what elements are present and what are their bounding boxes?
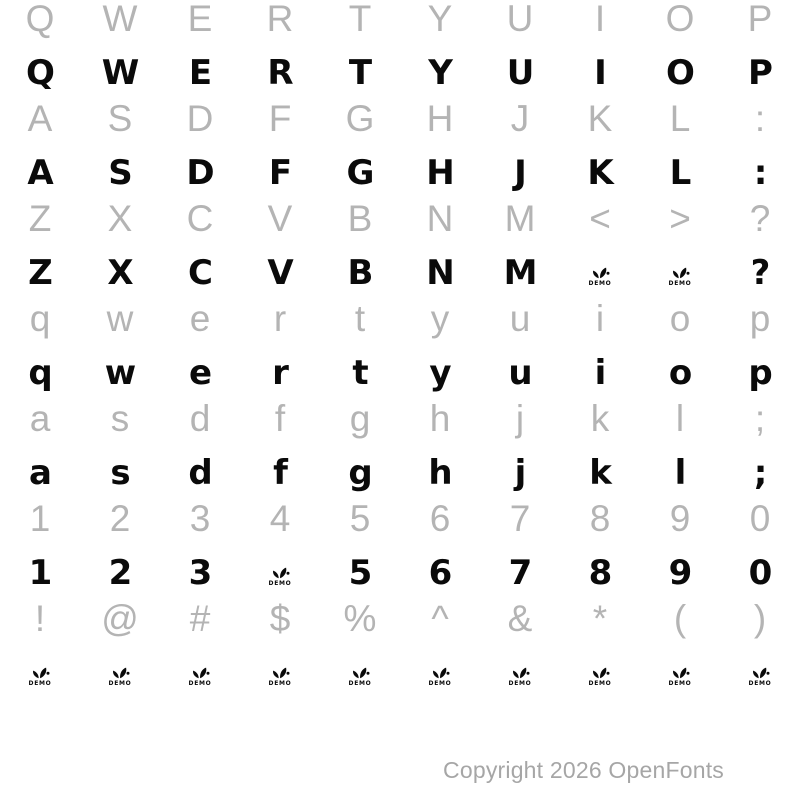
demo-placeholder [189, 665, 212, 687]
glyph: j [514, 453, 526, 493]
glyph-cell [640, 389, 720, 449]
glyph: W [101, 53, 139, 93]
glyph: N [426, 253, 454, 293]
glyph: H [426, 153, 454, 193]
glyph: i [594, 353, 606, 393]
glyph-cell [400, 189, 480, 249]
glyph: e [189, 298, 211, 339]
glyph: A [27, 153, 53, 193]
glyph: j [515, 398, 525, 439]
glyph-cell [720, 89, 800, 149]
glyph-cell [320, 0, 400, 49]
glyph: k [589, 453, 611, 493]
glyph: a [29, 453, 51, 493]
glyph-cell [320, 189, 400, 249]
glyph-cell [240, 289, 320, 349]
glyph: U [506, 53, 534, 93]
glyph: w [106, 298, 134, 339]
glyph: s [110, 453, 130, 493]
glyph: Y [427, 0, 453, 39]
glyph: R [266, 0, 294, 39]
glyph-cell [80, 643, 160, 703]
glyph-row-reference-1 [0, 89, 800, 149]
glyph-row-reference-4 [0, 389, 800, 449]
glyph-cell [720, 0, 800, 49]
glyph: ( [673, 598, 687, 639]
demo-placeholder-label: DEMO [588, 279, 612, 287]
glyph-cell [320, 289, 400, 349]
glyph: p [749, 298, 771, 339]
glyph: R [267, 53, 293, 93]
glyph-cell [160, 189, 240, 249]
copyright-text: Copyright 2026 OpenFonts [443, 757, 724, 783]
glyph: t [352, 353, 368, 393]
glyph-cell [640, 589, 720, 649]
glyph: N [426, 198, 454, 239]
glyph: F [268, 98, 292, 139]
glyph: 3 [188, 553, 212, 593]
glyph-cell [160, 589, 240, 649]
glyph: ) [753, 598, 767, 639]
glyph-cell [80, 589, 160, 649]
glyph: V [267, 253, 293, 293]
glyph: 5 [349, 498, 371, 539]
demo-placeholder-label: DEMO [188, 679, 212, 687]
glyph: h [428, 453, 452, 493]
glyph: C [188, 253, 212, 293]
glyph: H [426, 98, 454, 139]
glyph-cell [560, 589, 640, 649]
demo-placeholder-label: DEMO [428, 679, 452, 687]
glyph-row-demo-6 [0, 643, 800, 703]
glyph: ! [34, 598, 46, 639]
glyph-cell [80, 389, 160, 449]
demo-placeholder-label: DEMO [348, 679, 372, 687]
splat-icon [429, 665, 450, 679]
glyph: q [28, 353, 52, 393]
glyph: : [753, 153, 767, 193]
glyph-cell [720, 189, 800, 249]
glyph-cell [640, 489, 720, 549]
glyph: t [354, 298, 366, 339]
glyph-cell [80, 489, 160, 549]
glyph: l [675, 398, 685, 439]
glyph-cell [0, 589, 80, 649]
splat-icon [29, 665, 50, 679]
glyph: 8 [588, 553, 612, 593]
demo-placeholder [29, 665, 52, 687]
splat-icon [269, 665, 290, 679]
glyph-cell [560, 0, 640, 49]
glyph: L [669, 98, 691, 139]
glyph-cell [400, 643, 480, 703]
glyph: J [514, 153, 526, 193]
glyph: y [429, 353, 451, 393]
glyph: k [590, 398, 610, 439]
glyph: f [273, 453, 287, 493]
demo-placeholder [109, 665, 132, 687]
glyph: E [187, 0, 213, 39]
glyph: % [343, 598, 377, 639]
demo-placeholder-label: DEMO [668, 679, 692, 687]
glyph-cell [720, 643, 800, 703]
glyph-cell [320, 89, 400, 149]
glyph: F [268, 153, 292, 193]
glyph-cell [400, 589, 480, 649]
glyph: 7 [509, 498, 531, 539]
demo-placeholder [509, 665, 532, 687]
glyph-cell [320, 489, 400, 549]
glyph: T [348, 53, 372, 93]
glyph: K [587, 153, 613, 193]
glyph-cell [400, 389, 480, 449]
glyph-cell [640, 643, 720, 703]
glyph-cell [240, 589, 320, 649]
glyph-cell [240, 389, 320, 449]
glyph: Y [428, 53, 452, 93]
glyph: I [594, 0, 606, 39]
glyph: r [272, 353, 288, 393]
glyph: P [748, 53, 772, 93]
glyph: d [189, 398, 211, 439]
glyph-cell [560, 289, 640, 349]
glyph: 3 [189, 498, 211, 539]
glyph-cell [320, 389, 400, 449]
glyph-cell [720, 389, 800, 449]
glyph: * [592, 598, 608, 639]
glyph-cell [0, 643, 80, 703]
glyph-cell [480, 389, 560, 449]
demo-placeholder-label: DEMO [108, 679, 132, 687]
glyph-cell [560, 389, 640, 449]
glyph: h [429, 398, 451, 439]
glyph: G [346, 153, 374, 193]
splat-icon [509, 665, 530, 679]
glyph-cell [80, 189, 160, 249]
glyph: o [669, 298, 691, 339]
glyph: # [189, 598, 211, 639]
glyph: > [669, 198, 691, 239]
glyph-cell [400, 489, 480, 549]
glyph: w [104, 353, 136, 393]
glyph: X [107, 198, 133, 239]
glyph: 6 [428, 553, 452, 593]
demo-placeholder-label: DEMO [268, 579, 292, 587]
glyph: 1 [29, 498, 51, 539]
glyph: ^ [431, 598, 449, 639]
glyph-cell [0, 489, 80, 549]
glyph: S [108, 153, 132, 193]
glyph: D [186, 98, 214, 139]
glyph: d [188, 453, 212, 493]
glyph-cell [240, 0, 320, 49]
glyph: 8 [589, 498, 611, 539]
glyph-row-reference-2 [0, 189, 800, 249]
glyph-cell [560, 643, 640, 703]
glyph-cell [640, 189, 720, 249]
glyph: g [348, 453, 372, 493]
demo-placeholder [669, 665, 692, 687]
glyph: W [102, 0, 138, 39]
glyph: O [665, 0, 695, 39]
glyph-cell [0, 89, 80, 149]
glyph-cell [160, 0, 240, 49]
splat-icon [109, 665, 130, 679]
glyph: M [503, 253, 537, 293]
glyph-cell [160, 489, 240, 549]
glyph: i [595, 298, 605, 339]
glyph: ; [753, 453, 767, 493]
demo-placeholder [349, 665, 372, 687]
glyph: 2 [109, 498, 131, 539]
demo-placeholder [269, 665, 292, 687]
glyph-cell [480, 189, 560, 249]
glyph-cell [0, 289, 80, 349]
glyph-cell [0, 0, 80, 49]
glyph-cell [0, 389, 80, 449]
glyph: B [347, 253, 373, 293]
glyph-cell [160, 289, 240, 349]
glyph: 2 [108, 553, 132, 593]
glyph: o [668, 353, 692, 393]
glyph: e [188, 353, 212, 393]
glyph: r [273, 298, 287, 339]
glyph-cell [480, 289, 560, 349]
demo-placeholder [669, 265, 692, 287]
glyph: g [349, 398, 371, 439]
glyph: ? [750, 253, 770, 293]
glyph-cell [240, 189, 320, 249]
demo-placeholder-label: DEMO [588, 679, 612, 687]
glyph-cell [720, 289, 800, 349]
splat-icon [189, 665, 210, 679]
splat-icon [589, 265, 610, 279]
glyph: A [27, 98, 53, 139]
glyph-cell [480, 89, 560, 149]
glyph: Z [28, 253, 52, 293]
glyph: T [348, 0, 372, 39]
splat-icon [669, 665, 690, 679]
glyph: : [754, 98, 766, 139]
glyph: & [507, 598, 533, 639]
demo-placeholder-label: DEMO [508, 679, 532, 687]
glyph: L [669, 153, 691, 193]
splat-icon [349, 665, 370, 679]
demo-placeholder-label: DEMO [668, 279, 692, 287]
glyph-cell [640, 289, 720, 349]
glyph: ; [754, 398, 766, 439]
glyph: u [508, 353, 532, 393]
glyph: < [589, 198, 611, 239]
splat-icon [749, 665, 770, 679]
glyph: G [345, 98, 375, 139]
glyph-cell [160, 389, 240, 449]
splat-icon [269, 565, 290, 579]
glyph: I [594, 53, 606, 93]
glyph: $ [269, 598, 291, 639]
glyph: P [747, 0, 773, 39]
glyph-cell [480, 589, 560, 649]
glyph: u [509, 298, 531, 339]
glyph: 5 [348, 553, 372, 593]
glyph: Q [25, 0, 55, 39]
glyph: 0 [748, 553, 772, 593]
glyph-cell [320, 589, 400, 649]
glyph: f [274, 398, 286, 439]
glyph: C [186, 198, 214, 239]
glyph-cell [320, 643, 400, 703]
glyph-cell [560, 89, 640, 149]
glyph-cell [720, 489, 800, 549]
glyph: @ [101, 598, 139, 639]
glyph-cell [720, 589, 800, 649]
demo-placeholder-label: DEMO [268, 679, 292, 687]
glyph: q [29, 298, 51, 339]
glyph-cell [480, 0, 560, 49]
glyph: U [506, 0, 534, 39]
glyph-cell [560, 489, 640, 549]
glyph: 4 [269, 498, 291, 539]
glyph-cell [240, 489, 320, 549]
glyph-cell [80, 89, 160, 149]
glyph-cell [640, 0, 720, 49]
glyph-cell [80, 289, 160, 349]
glyph-cell [400, 0, 480, 49]
glyph-cell [400, 89, 480, 149]
demo-placeholder [429, 665, 452, 687]
glyph-row-reference-6 [0, 589, 800, 649]
splat-icon [589, 665, 610, 679]
glyph: Z [28, 198, 52, 239]
glyph-cell [240, 643, 320, 703]
demo-placeholder-label: DEMO [28, 679, 52, 687]
glyph: 9 [668, 553, 692, 593]
glyph: 6 [429, 498, 451, 539]
glyph: B [347, 198, 373, 239]
glyph-cell [560, 189, 640, 249]
glyph-cell [160, 89, 240, 149]
glyph-cell [80, 0, 160, 49]
glyph: p [748, 353, 772, 393]
glyph-row-reference-0 [0, 0, 800, 49]
glyph-cell [400, 289, 480, 349]
glyph-cell [240, 89, 320, 149]
glyph: ? [749, 198, 771, 239]
demo-placeholder-label: DEMO [748, 679, 772, 687]
glyph-cell [0, 189, 80, 249]
glyph-row-reference-5 [0, 489, 800, 549]
glyph-cell [480, 489, 560, 549]
glyph: M [504, 198, 536, 239]
splat-icon [669, 265, 690, 279]
glyph: X [107, 253, 133, 293]
glyph: V [267, 198, 293, 239]
glyph: E [188, 53, 212, 93]
glyph-cell [640, 89, 720, 149]
glyph: 0 [749, 498, 771, 539]
demo-placeholder [749, 665, 772, 687]
glyph: s [110, 398, 130, 439]
glyph: 7 [508, 553, 532, 593]
glyph-cell [480, 643, 560, 703]
glyph-row-reference-3 [0, 289, 800, 349]
glyph: 1 [28, 553, 52, 593]
demo-placeholder [589, 665, 612, 687]
demo-placeholder [589, 265, 612, 287]
glyph: y [430, 298, 450, 339]
glyph: K [587, 98, 613, 139]
glyph: O [666, 53, 694, 93]
glyph-cell [160, 643, 240, 703]
glyph: 9 [669, 498, 691, 539]
demo-placeholder [269, 565, 292, 587]
glyph: Q [26, 53, 54, 93]
glyph: D [186, 153, 214, 193]
glyph: J [510, 98, 530, 139]
glyph: S [107, 98, 133, 139]
glyph: a [29, 398, 51, 439]
glyph: l [674, 453, 686, 493]
